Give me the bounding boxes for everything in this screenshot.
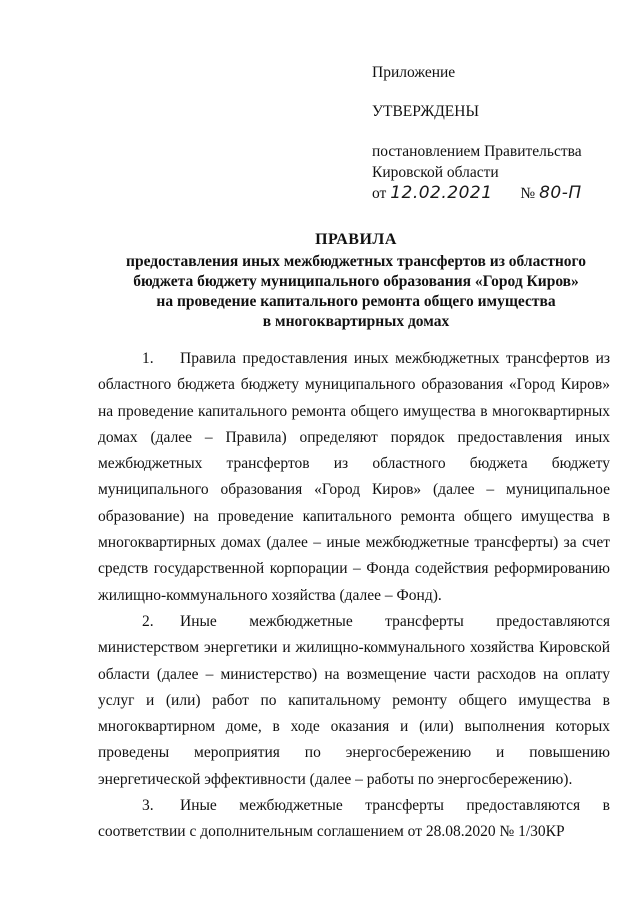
approved-label: УТВЕРЖДЕНЫ: [372, 103, 479, 120]
paragraph-3: [98, 793, 610, 846]
date-number-line: [372, 183, 622, 204]
document-body: [98, 346, 610, 846]
title-line-1: предоставления иных межбюджетных трансфертов из областного: [126, 253, 586, 270]
paragraph-number: 2.: [142, 612, 154, 630]
handwritten-number: 80-П: [539, 183, 582, 203]
paragraph-number: 3.: [142, 797, 154, 815]
document-title: [96, 230, 616, 332]
appendix-label: Приложение: [372, 64, 456, 81]
resolution-line-2: Кировской области: [372, 164, 499, 181]
title-line-4: в многоквартирных домах: [262, 313, 450, 330]
paragraph-text: Иные межбюджетные трансферты предоставляются министерством энергетики и жилищно-коммунального хозяйства Кировской области (далее – министерство) на возмещение части расходов на оплату услуг и (или) работ по капитальному ремонту общего имущества в многоквартирном доме, в ходе оказания и (или) выполнения которых проведены мероприятия по энергосбережению и повышению энергетической эффективности (далее – работы по энергосбережению).: [98, 612, 610, 788]
number-label: №: [520, 185, 536, 202]
paragraph-text: Иные межбюджетные трансферты предоставляются в соответствии с дополнительным соглашением от 28.08.2020 № 1/30КР: [98, 797, 610, 841]
title-line-2: бюджета бюджету муниципального образования «Город Киров»: [133, 273, 579, 290]
paragraph-2: [98, 609, 610, 793]
title-line-3: на проведение капитального ремонта общего имущества: [156, 293, 556, 310]
resolution-line-1: постановлением Правительства: [372, 143, 582, 160]
paragraph-number: 1.: [142, 350, 154, 367]
paragraph-text: Правила предоставления иных межбюджетных трансфертов из областного бюджета бюджету муниципального образования «Город Киров» на проведение капитального ремонта общего имущества в многоквартирных домах (далее – Правила) определяют порядок предоставления иных межбюджетных трансфертов из областного бюджета бюджету муниципального образования «Город Киров» (далее – муниципальное образование) на проведение капитального ремонта общего имущества в многоквартирных домах (далее – иные межбюджетные трансферты) за счет средств государственной корпорации – Фонда содействия реформированию жилищно-коммунального хозяйства (далее – Фонд).: [98, 350, 610, 604]
handwritten-date: 12.02.2021: [390, 183, 493, 203]
paragraph-1: [98, 346, 610, 609]
date-prefix: от: [372, 185, 387, 202]
approval-block: [372, 62, 622, 204]
title-main: ПРАВИЛА: [315, 231, 397, 248]
